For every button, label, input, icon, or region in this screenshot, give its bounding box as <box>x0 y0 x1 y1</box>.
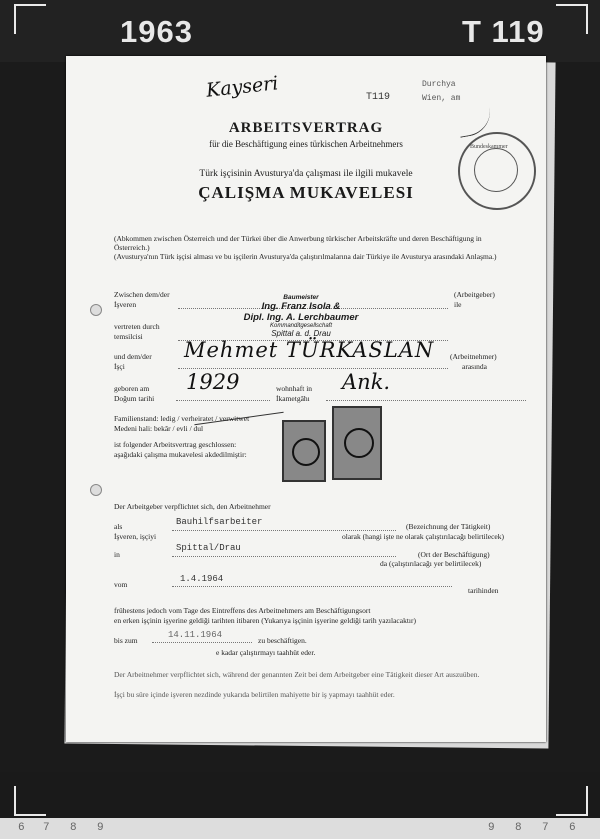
film-strip-number: 7 <box>43 822 50 834</box>
job-label-de: als <box>114 522 123 531</box>
place-desc-tr: da (çalıştırılacağı yer belirtilecek) <box>380 559 482 568</box>
film-corner-mark <box>14 4 46 34</box>
start-fill-line <box>172 586 452 587</box>
start-date-value: 1.4.1964 <box>180 574 224 584</box>
employee-label-de: und dem/der <box>114 352 152 361</box>
residence-label-tr: İkametgâhı <box>276 394 310 403</box>
place-fill-line <box>172 556 396 557</box>
employee-fill-line <box>178 368 448 369</box>
end-fill-line <box>152 642 252 643</box>
residence-fill-line <box>326 400 526 401</box>
employee-role-tr: arasında <box>462 362 487 371</box>
film-strip-number: 6 <box>569 822 576 834</box>
employee-role-de: (Arbeitnehmer) <box>450 352 497 361</box>
represented-label-de: vertreten durch <box>114 322 160 331</box>
punch-hole <box>90 484 102 496</box>
represented-label-tr: temsilcisi <box>114 332 143 341</box>
german-title: ARBEITSVERTRAG <box>228 120 384 136</box>
earliest-start-de: frühestens jedoch vom Tage des Eintreffens des Arbeitnehmers am Beschäftigungsort <box>114 606 371 615</box>
film-corner-mark <box>556 4 588 34</box>
contract-line-de: ist folgender Arbeitsvertrag geschlossen: <box>114 440 237 449</box>
office-date-line: Wien, am <box>422 94 461 103</box>
start-suffix-tr: tarihinden <box>468 586 499 595</box>
end-label-de: bis zum <box>114 636 138 645</box>
employee-label-tr: İşçi <box>114 362 125 371</box>
film-strip-number: 8 <box>70 822 77 834</box>
german-subtitle: für die Beschäftigung eines türkischen Arbeitnehmers <box>209 139 403 149</box>
employer-obligation: Der Arbeitgeber verpflichtet sich, den Arbeitnehmer <box>114 502 271 511</box>
film-corner-mark <box>556 786 588 816</box>
end-suffix-de: zu beschäftigen. <box>258 636 307 645</box>
employee-obligation-de: Der Arbeitnehmer verpflichtet sich, während der genannten Zeit bei dem Arbeitgeber eine Tätigkeit dieser Art auszuüben. <box>114 670 480 679</box>
intro-turkish: (Avusturya'nın Türk işçisi alması ve bu işçilerin Avusturya'da çalıştırılmalarına dair Türkiye ile Avusturya arasındaki Anlaşma.) <box>114 252 497 261</box>
place-value: Spittal/Drau <box>176 543 241 553</box>
birth-label-tr: Doğum tarihi <box>114 394 155 403</box>
film-strip-number: 9 <box>97 822 104 834</box>
birth-year: 1929 <box>186 370 240 394</box>
place-label-de: in <box>114 550 120 559</box>
revenue-stamp-cancel-mark <box>292 438 320 466</box>
job-label-tr: İşveren, işçiyi <box>114 532 157 541</box>
birth-fill-line <box>176 400 270 401</box>
end-date-value: 14.11.1964 <box>168 630 223 640</box>
film-year-label: 1963 <box>120 14 193 49</box>
employer-label-tr: İşveren <box>114 300 137 309</box>
handwritten-city: Kayseri <box>205 72 280 102</box>
marital-status-de: Familienstand: ledig / verheiratet / verwitwet <box>114 414 250 423</box>
film-strip-number: 6 <box>18 822 25 834</box>
film-strip-number: 8 <box>515 822 522 834</box>
job-title-value: Bauhilfsarbeiter <box>176 517 263 527</box>
revenue-stamp <box>332 406 382 480</box>
revenue-stamp <box>282 420 326 482</box>
employee-name: Mehmet TÜRKASLAN <box>184 338 435 362</box>
reference-number: T119 <box>366 92 391 103</box>
revenue-stamp-cancel-mark <box>344 428 374 458</box>
job-desc-de: (Bezeichnung der Tätigkeit) <box>406 522 491 531</box>
residence-label-de: wohnhaft in <box>276 384 313 393</box>
employer-stamp-town: Spittal a. d. Drau <box>271 329 331 338</box>
contract-document <box>66 56 546 742</box>
office-stamp: Durchya <box>422 80 456 89</box>
birth-label-de: geboren am <box>114 384 150 393</box>
punch-hole <box>90 304 102 316</box>
earliest-start-tr: en erken işçinin işyerine geldiği tarihten itibaren (Yukarıya işçinin işyerine geldiği tarih yazılacaktır) <box>114 616 416 625</box>
film-code-label: T 119 <box>462 14 545 49</box>
employee-obligation-tr: İşçi bu süre içinde işveren nezdinde yukarıda belirtilen mahiyette bir iş yapmayı taahhüt eder. <box>114 690 395 699</box>
employer-stamp-company: Ing. Franz Isola & <box>261 301 341 312</box>
employer-stamp <box>216 294 386 338</box>
turkish-title: ÇALIŞMA MUKAVELESI <box>198 183 414 202</box>
film-edge-strip <box>0 818 600 839</box>
employer-stamp-partner: Dipl. Ing. A. Lerchbaumer <box>243 312 359 323</box>
employer-label-de: Zwischen dem/der <box>114 290 170 299</box>
film-strip-number: 7 <box>542 822 549 834</box>
place-desc-de: (Ort der Beschäftigung) <box>418 550 490 559</box>
end-suffix-tr: e kadar çalıştırmayı taahhüt eder. <box>216 648 316 657</box>
start-label-de: vom <box>114 580 128 589</box>
employer-role-de: (Arbeitgeber) <box>454 290 495 299</box>
contract-line-tr: aşağıdaki çalışma mukavelesi akdedilmiştir: <box>114 450 247 459</box>
marital-status-tr: Medeni hali: bekâr / evli / dul <box>114 424 204 433</box>
job-desc-tr: olarak (hangi işte ne olarak çalıştırılacağı belirtilecek) <box>342 532 505 541</box>
job-fill-line <box>172 530 396 531</box>
intro-german: (Abkommen zwischen Österreich und der Türkei über die Anwerbung türkischer Arbeitskräfte und deren Beschäftigung in Österreich.) <box>114 234 482 252</box>
employer-stamp-type: Kommanditgesellschaft <box>269 323 333 329</box>
residence-value: Ank. <box>342 370 391 394</box>
film-strip-number: 9 <box>488 822 495 834</box>
chamber-seal-text: Bundeskammer <box>470 144 508 150</box>
film-corner-mark <box>14 786 46 816</box>
employer-role-tr: ile <box>454 300 462 309</box>
turkish-subtitle: Türk işçisinin Avusturya'da çalışması ile ilgili mukavele <box>199 169 413 179</box>
employer-stamp-line: Baumeister <box>283 294 319 301</box>
